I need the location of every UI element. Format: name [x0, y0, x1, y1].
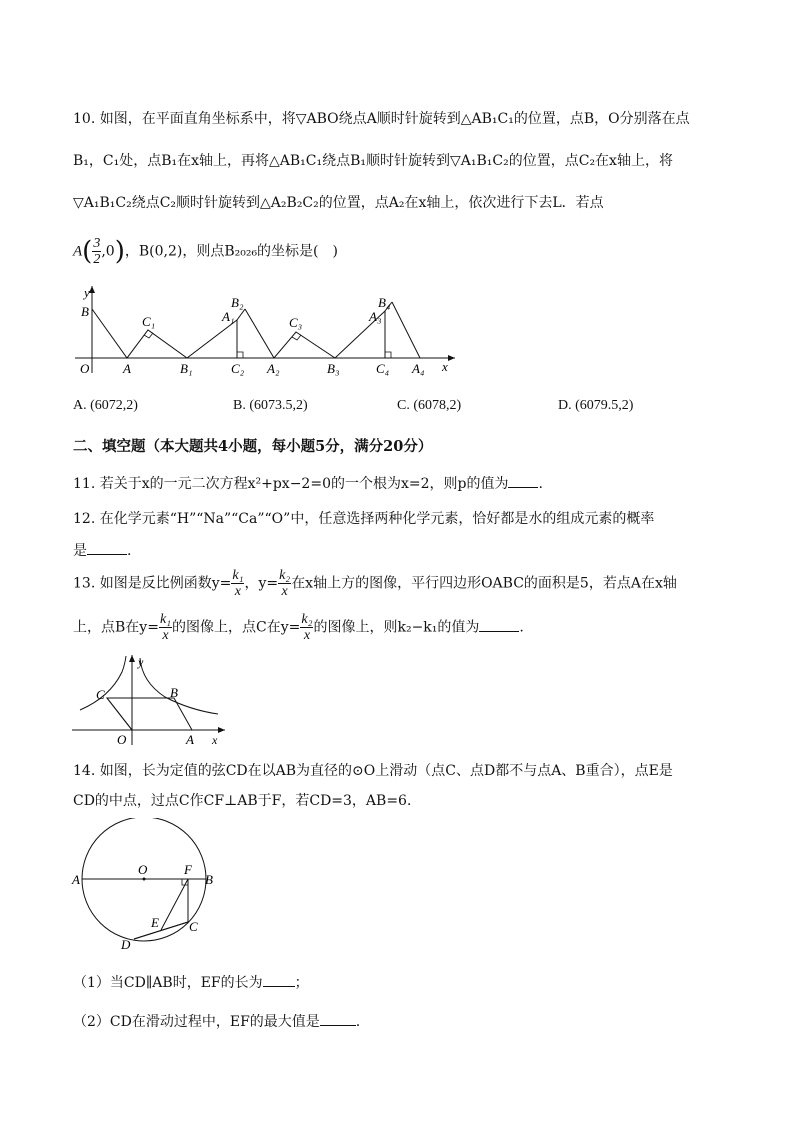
q13-blank [479, 617, 519, 632]
q14-line2: CD的中点，过点C作CF⊥AB于F，若CD=3，AB=6． [73, 793, 421, 809]
q14-part2-end: . [355, 1014, 361, 1030]
q14-part1-end: ； [294, 975, 309, 991]
fig13-B: B [170, 685, 178, 700]
q10-line3: ▽A₁B₁C₂绕点C₂顺时针旋转到△A₂B₂C₂的位置，点A₂在x轴上，依次进行下去L．若点 [73, 195, 604, 211]
q14-part1-blank [263, 972, 295, 987]
fig10-A4: A₄ [412, 361, 425, 376]
fig10-A: A [123, 361, 131, 376]
q11-blank [508, 473, 538, 488]
q13-l2c: 的图像上，则k₂−k₁的值为 [313, 619, 480, 636]
q10-line4: A( $\frac{3}{2}$ ,0)，B(0,2)，则点B₂₀₂₆的坐标是( ) [73, 236, 338, 267]
fig14-A: A [72, 872, 80, 887]
q14-part1 [73, 972, 733, 992]
fig10-O: O [80, 361, 90, 376]
fig14-B: B [205, 872, 213, 887]
q13-l2b: 的图像上，点C在y= [172, 619, 301, 636]
q13-l1a: 13. 如图是反比例函数y= [73, 575, 232, 592]
q13-line1 [73, 568, 733, 599]
option-b: B. (6073.5,2) [233, 398, 308, 413]
q13-l2a: 上，点B在y= [73, 619, 159, 636]
fig10-A2: A₂ [267, 361, 280, 376]
section-heading: 二、填空题（本大题共4小题，每小题5分，满分20分） [73, 438, 433, 455]
q14-part1-text: （1）当CD∥AB时，EF的长为 [73, 975, 263, 991]
q13-l1c: 在x轴上方的图像，平行四边形OABC的面积是5，若点A在x轴 [291, 575, 677, 592]
q10-line2: B₁，C₁处，点B₁在x轴上，再将△AB₁C₁绕点B₁顺时针旋转到▽A₁B₁C₂的位置，点C₂在x轴上，将 [73, 153, 673, 169]
q12-line1: 12. 在化学元素“H”“Na”“Ca”“O”中，任意选择两种化学元素，恰好都是水的组成元素的概率 [73, 511, 655, 527]
option-a: A. (6072,2) [73, 398, 138, 413]
fig13-x: x [212, 733, 218, 747]
q12-blank [87, 540, 127, 555]
q13-l1b: ，y= [244, 575, 279, 592]
fig10-B2: B₂ [231, 295, 244, 310]
q11-line [73, 473, 733, 493]
q12-end: . [127, 543, 132, 559]
fig10-C2: C₂ [231, 361, 245, 376]
fig14-C: C [189, 919, 198, 934]
q13-figure [70, 652, 230, 747]
q11-text: 11. 若关于x的一元二次方程x²+px−2=0的一个根为x=2，则p的值为 [73, 476, 509, 492]
fraction-three-halves: $\frac{3}{2}$ [93, 236, 101, 267]
fig10-C3: C₃ [289, 315, 303, 330]
fig13-O: O [117, 732, 127, 747]
fraction-k1-x: $\frac{\text{k₁}}{x}$ [232, 568, 244, 599]
q14-line1: 14. 如图，长为定值的弦CD在以AB为直径的⊙O上滑动（点C、点D都不与点A、B重合），点E是 [73, 763, 673, 779]
fig10-B: B [81, 304, 89, 319]
fraction-k2-x-2: $\frac{\text{k₂}}{x}$ [301, 612, 313, 643]
fig14-D: D [121, 937, 131, 952]
fig10-B4: B₄ [378, 295, 391, 310]
fig10-A3: A₃ [369, 309, 382, 324]
q12-line2 [73, 540, 733, 560]
fraction-k2-x: $\frac{\text{k₂}}{x}$ [279, 568, 291, 599]
q12-text: 是 [73, 543, 87, 559]
fig13-A: A [186, 732, 194, 747]
q13-end: . [519, 619, 524, 636]
q14-part2-blank [320, 1011, 356, 1026]
fig14-E: E [151, 915, 159, 930]
fig10-B1: B₁ [180, 361, 193, 376]
fig10-B3: B₃ [327, 361, 340, 376]
coord-zero: ,0 [101, 243, 115, 260]
fig10-C1: C₁ [142, 314, 156, 329]
fig14-O: O [138, 862, 148, 877]
fig10-x: x [442, 359, 448, 374]
fraction-k1-x-2: $\frac{\text{k₁}}{x}$ [159, 612, 172, 643]
option-c: C. (6078,2) [397, 398, 462, 413]
point-a-label: A [73, 243, 83, 260]
q10-figure [70, 283, 460, 378]
q13-line2 [73, 612, 733, 643]
fig10-C4: C₄ [376, 361, 390, 376]
fig13-y: y [138, 655, 144, 669]
q14-figure [68, 818, 228, 958]
fig10-A1: A₁ [222, 309, 235, 324]
fig13-C: C [96, 687, 105, 702]
fig14-F: F [184, 862, 192, 877]
option-d: D. (6079.5,2) [558, 398, 634, 413]
q14-part2 [73, 1011, 733, 1031]
q11-end: . [538, 476, 543, 492]
fig10-y: y [84, 285, 90, 300]
q14-part2-text: （2）CD在滑动过程中，EF的最大值是 [73, 1014, 320, 1030]
q10-line1: 10. 如图，在平面直角坐标系中，将▽ABO绕点A顺时针旋转到△AB₁C₁的位置，点B，O分别落在点 [73, 111, 690, 127]
q10-line4-rest: ，B(0,2)，则点B₂₀₂₆的坐标是( ) [124, 243, 338, 260]
